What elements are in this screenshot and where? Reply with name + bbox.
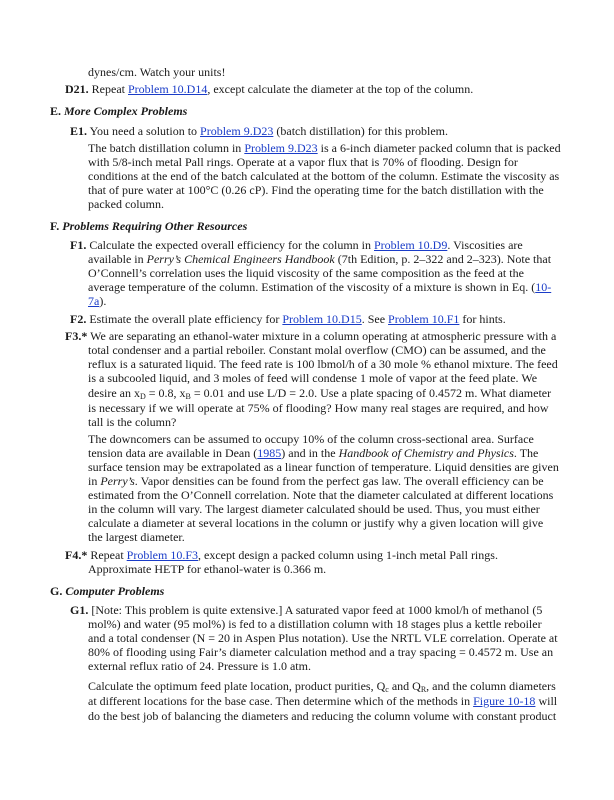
text-line: calculate a diameter at several locations in the column or justify why a given location will give	[88, 516, 544, 530]
problem-f1: F1. Calculate the expected overall efficiency for the column in Problem 10.D9. Viscosities are	[70, 238, 523, 252]
problem-f2: F2. Estimate the overall plate efficiency for Problem 10.D15. See Problem 10.F1 for hints.	[70, 312, 506, 326]
section-heading-e: E. More Complex Problems	[50, 104, 188, 118]
text-line: is a subcooled liquid, and 3 moles of feed will condense 1 mole of vapor at the feed plate. We	[88, 371, 538, 385]
text-line: that of pure water at 100°C (0.26 cP). Find the operating time for the batch distillation with the	[88, 183, 544, 197]
problem-link[interactable]: Problem 9.D23	[200, 124, 274, 138]
problem-link[interactable]: Problem 10.D9	[374, 238, 448, 252]
text-line: in Perry’s. Vapor densities can be found from the perfect gas law. The overall efficiency can be	[88, 474, 544, 488]
text-line: the largest diameter.	[88, 530, 185, 544]
text-line: The batch distillation column in Problem 9.D23 is a 6-inch diameter packed column that is packed	[88, 141, 561, 155]
text-line: packed column.	[88, 197, 164, 211]
problem-label: D21.	[65, 82, 89, 96]
equation-link[interactable]: 10-	[535, 280, 552, 294]
problem-d21: D21. Repeat Problem 10.D14, except calculate the diameter at the top of the column.	[65, 82, 474, 96]
problem-label: E1.	[70, 124, 88, 138]
text-line: 80% of flooding using Fair’s diameter calculation method and a tray spacing = 0.4572 m. Use an	[88, 645, 554, 659]
section-heading-g: G. Computer Problems	[50, 584, 165, 598]
problem-link[interactable]: Problem 10.D14	[128, 82, 208, 96]
reference-link[interactable]: 1985	[257, 446, 282, 460]
section-heading-f: F. Problems Requiring Other Resources	[50, 219, 248, 233]
problem-f4: F4.* Repeat Problem 10.F3, except design a packed column using 1-inch metal Pall rings.	[65, 548, 498, 562]
text-line: desire an $x_D = 0.8$, $x_B = 0.01$ and use L/D = 2.0. Use a plate spacing of 0.4572 m. What diameter	[88, 386, 552, 401]
problem-g1: G1. [Note: This problem is quite extensive.] A saturated vapor feed at 1000 kmol/h of methanol (5	[70, 603, 543, 617]
text-line: Approximate HETP for ethanol-water is 0.366 m.	[88, 562, 327, 576]
equation-link[interactable]: 7a	[88, 294, 100, 308]
text-line: tall is the column?	[88, 415, 177, 429]
text-line: surface tension may be extrapolated as a linear function of temperature. Liquid densities are given	[88, 460, 559, 474]
problem-f3: F3.* We are separating an ethanol-water mixture in a column operating at atmospheric pressure with a	[65, 329, 557, 343]
text-line: reflux is a saturated liquid. The feed rate is 100 lbmol/h of a 30 mole % ethanol mixture. The feed	[88, 357, 558, 371]
problem-e1: E1. You need a solution to Problem 9.D23 (batch distillation) for this problem.	[70, 124, 449, 138]
text-line: is necessary if we will operate at 75% of flooding? How many real stages are required, and how	[88, 401, 549, 415]
problem-label: F3.*	[65, 329, 88, 343]
text-line: at different locations for the base case. Then determine which of the methods in Figure 10-18 will	[88, 694, 558, 708]
problem-link[interactable]: Problem 10.D15	[282, 312, 362, 326]
text-line: external reflux ratio of 24. Pressure is 1.0 atm.	[88, 659, 311, 673]
text-line: with 5/8-inch metal Pall rings. Operate at a vapor flux that is 70% of flooding. Design for	[88, 155, 518, 169]
text-line: do the best job of balancing the diameters and reducing the column volume with constant product	[88, 709, 557, 723]
text-line: conditions at the end of the batch calculated at the bottom of the column. Estimate the viscosity as	[88, 169, 560, 183]
text-line: total condenser and a partial reboiler. Constant molal overflow (CMO) can be assumed, and the	[88, 343, 546, 357]
text-line: available in Perry’s Chemical Engineers Handbook (7th Edition, p. 2–322 and 2–323). Note that	[88, 252, 552, 266]
text-line: 7a).	[88, 294, 107, 308]
problem-label: F1.	[70, 238, 87, 252]
figure-link[interactable]: Figure 10-18	[473, 694, 536, 708]
problem-label: F2.	[70, 312, 87, 326]
text-line: dynes/cm. Watch your units!	[88, 65, 226, 79]
text-line: Calculate the optimum feed plate location, product purities, $Q_c$ and $Q_R$, and the column diameters	[88, 679, 556, 694]
problem-label: F4.*	[65, 548, 88, 562]
text-line: in the column will vary. The largest diameter calculated should be used. Thus, you must either	[88, 502, 540, 516]
text-line: estimated from the O’Connell correlation. Note that the diameter calculated at different locations	[88, 488, 554, 502]
text-line: average temperature of the column. Estimation of the viscosity of a mixture is shown in Eq. (10-	[88, 280, 552, 294]
problem-link[interactable]: Problem 9.D23	[244, 141, 318, 155]
problem-link[interactable]: Problem 10.F3	[126, 548, 199, 562]
text-line: tension data are available in Dean (1985) and in the Handbook of Chemistry and Physics. The	[88, 446, 539, 460]
problem-label: G1.	[70, 603, 89, 617]
problem-link[interactable]: Problem 10.F1	[388, 312, 460, 326]
text-line: mol%) and water (95 mol%) is fed to a distillation column with 18 stages plus a kettle reboiler	[88, 617, 542, 631]
text-line: and a total condenser (N = 20 in Aspen Plus notation). Use the NRTL VLE correlation. Operate at	[88, 631, 558, 645]
text-line: The downcomers can be assumed to occupy 10% of the column cross-sectional area. Surface	[88, 432, 534, 446]
text-line: O’Connell’s correlation uses the liquid viscosity of the same composition as the feed at the	[88, 266, 524, 280]
